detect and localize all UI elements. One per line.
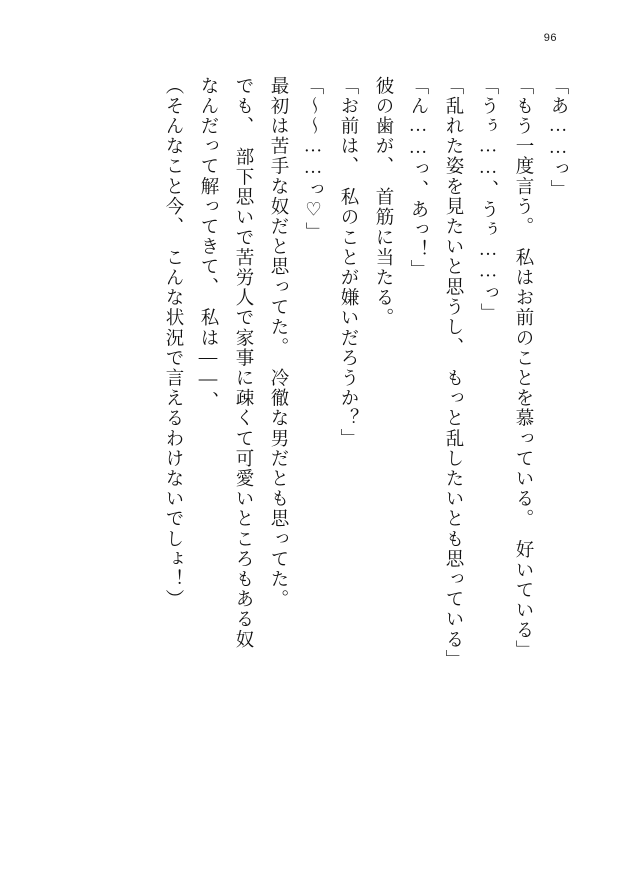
text-line: 「ん……っ、あっ！」 (408, 76, 428, 280)
text-line: でも、 部下思いで苦労人で家事に疎くて可愛いところもある奴 (233, 76, 253, 650)
vertical-body-text (60, 76, 567, 836)
text-line: 「あ……っ」 (548, 76, 568, 200)
text-line: 「乱れた姿を見たいと思うし、 もっと乱したいとも思っている」 (443, 76, 463, 670)
page-number: 96 (543, 32, 557, 44)
text-line: （そんなこと今、 こんな状況で言えるわけないでしょ！） (163, 76, 183, 610)
text-line: 最初は苦手な奴だと思ってた。 冷徹な男だとも思ってた。 (268, 76, 288, 610)
text-line: 「お前は、 私のことが嫌いだろうか？」 (338, 76, 358, 449)
text-line: なんだって解ってきて、 私は――、 (198, 76, 218, 412)
text-line: 「うぅ……、うぅ……っ」 (478, 76, 498, 324)
text-line: 「〜〜……っ♡」 (303, 76, 323, 243)
text-line: 「もう一度言う。 私はお前のことを慕っている。 好いている」 (513, 76, 533, 661)
text-line: 彼の歯が、 首筋に当たる。 (373, 76, 393, 329)
